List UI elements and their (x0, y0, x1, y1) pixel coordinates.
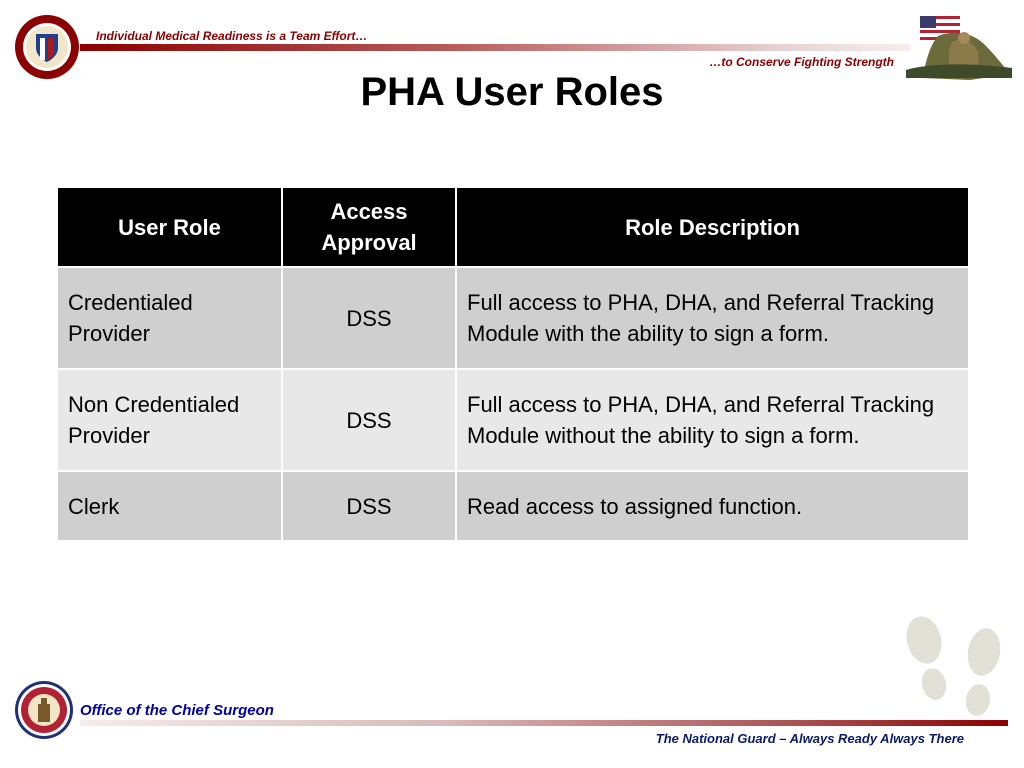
page-title: PHA User Roles (360, 70, 664, 114)
header-right-tagline: …to Conserve Fighting Strength (709, 55, 894, 69)
user-roles-table (56, 186, 970, 542)
cell-access-approval: DSS (282, 267, 456, 369)
footer-office-title: Office of the Chief Surgeon (80, 702, 274, 719)
cell-role-description: Read access to assigned function. (456, 471, 969, 541)
cell-user-role: Credentialed Provider (57, 267, 282, 369)
header-user-role: User Role (57, 187, 282, 267)
header-role-description: Role Description (456, 187, 969, 267)
table-header-row (57, 187, 969, 267)
header-divider (80, 44, 910, 51)
cell-role-description: Full access to PHA, DHA, and Referral Tracking Module with the ability to sign a form. (456, 267, 969, 369)
cell-access-approval: DSS (282, 471, 456, 541)
header-tagline: Individual Medical Readiness is a Team Effort… (96, 29, 368, 43)
cell-user-role: Clerk (57, 471, 282, 541)
footer-divider (80, 720, 1008, 726)
national-guard-seal-icon (14, 680, 74, 740)
table-row (57, 471, 969, 541)
header-access-approval: Access Approval (282, 187, 456, 267)
footer-tagline: The National Guard – Always Ready Always There (655, 731, 964, 746)
table-row (57, 369, 969, 471)
footprints-icon (898, 612, 1013, 722)
cell-access-approval: DSS (282, 369, 456, 471)
cell-role-description: Full access to PHA, DHA, and Referral Tracking Module without the ability to sign a form. (456, 369, 969, 471)
table-row (57, 267, 969, 369)
cell-user-role: Non Credentialed Provider (57, 369, 282, 471)
